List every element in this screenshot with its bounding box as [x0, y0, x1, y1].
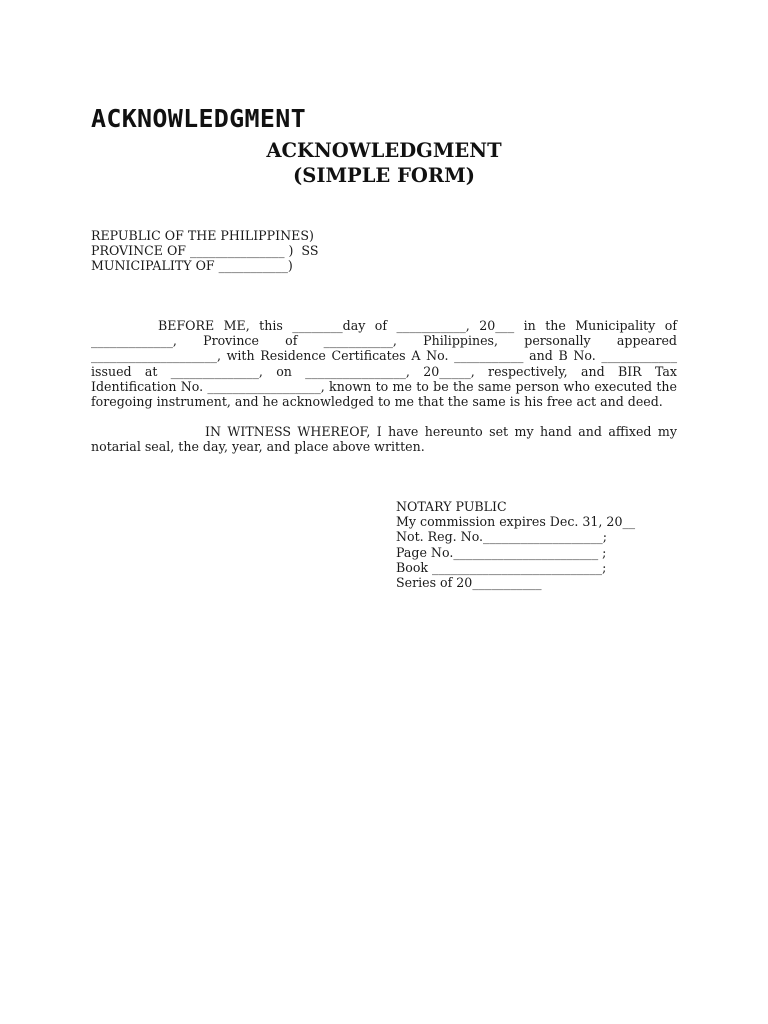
- witness-paragraph-text: IN WITNESS WHEREOF, I have hereunto set my hand and affixed my notarial seal, the day, year, and place above written.: [91, 424, 677, 455]
- acknowledgment-paragraph: [91, 318, 677, 409]
- venue-municipality-line: MUNICIPALITY OF ___________): [91, 258, 293, 274]
- witness-paragraph: [91, 424, 677, 454]
- notary-series-year: Series of 20___________: [396, 575, 542, 591]
- venue-block: [91, 228, 318, 274]
- notary-title: NOTARY PUBLIC: [396, 499, 507, 514]
- notary-commission-expiry: My commission expires Dec. 31, 20__: [396, 514, 636, 530]
- form-title: [91, 138, 677, 188]
- form-title-line-2: (SIMPLE FORM): [293, 164, 475, 187]
- notary-page-number: Page No._______________________ ;: [396, 544, 607, 560]
- venue-province-line: PROVINCE OF _______________ ) SS: [91, 243, 319, 259]
- venue-republic-line: REPUBLIC OF THE PHILIPPINES): [91, 228, 314, 243]
- notary-reg-number: Not. Reg. No.___________________;: [396, 529, 607, 545]
- form-title-line-1: ACKNOWLEDGMENT: [266, 139, 502, 162]
- acknowledgment-paragraph-text: BEFORE ME, this ________day of ___________, 20___ in the Municipality of _____________, Province of ___________, Philippines, personally appeared ____________________, with Residence Certificates A No. ___________ and B No. ____________ issued at ______________, on ________________, 20_____, respectively, and BIR Tax Identification No. __________________, known to me to be the same person who executed the foregoing instrument, and he acknowledged to me that the same is his free act and deed.: [91, 318, 677, 410]
- notary-signature-block: [396, 499, 635, 590]
- document-heading: ACKNOWLEDGMENT: [91, 104, 306, 133]
- notary-book-number: Book ___________________________;: [396, 559, 607, 575]
